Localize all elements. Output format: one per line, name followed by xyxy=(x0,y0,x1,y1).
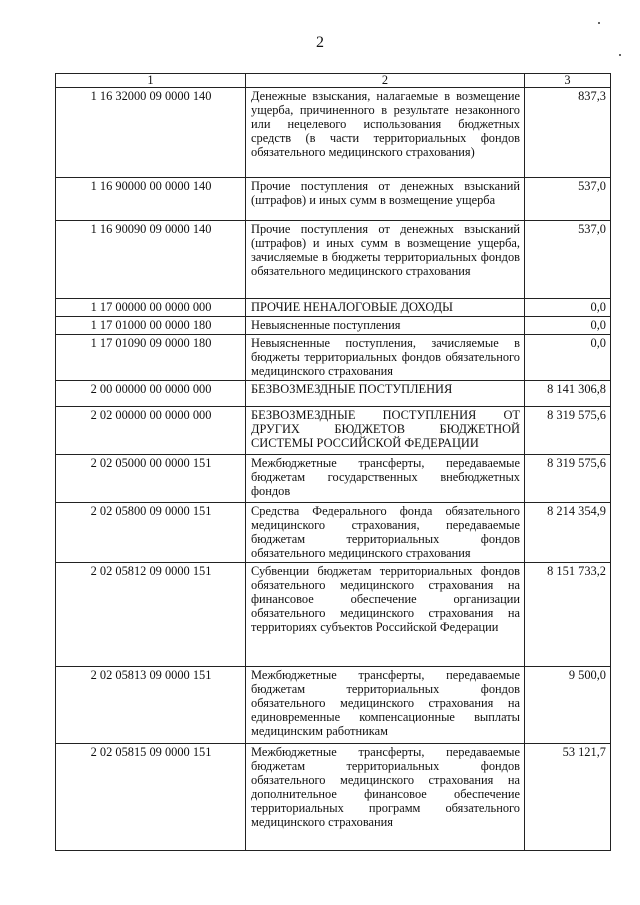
budget-code-cell: 1 17 00000 00 0000 000 xyxy=(56,299,246,317)
table-row xyxy=(56,503,611,563)
description-cell: БЕЗВОЗМЕЗДНЫЕ ПОСТУПЛЕНИЯ ОТ ДРУГИХ БЮДЖЕТОВ БЮДЖЕТНОЙ СИСТЕМЫ РОССИЙСКОЙ ФЕДЕРАЦИИ xyxy=(246,407,525,455)
budget-code-cell: 1 16 32000 09 0000 140 xyxy=(56,88,246,178)
budget-code-cell: 2 02 00000 00 0000 000 xyxy=(56,407,246,455)
table-row xyxy=(56,221,611,299)
table-row xyxy=(56,563,611,667)
budget-code-cell: 1 17 01000 00 0000 180 xyxy=(56,317,246,335)
table-row xyxy=(56,744,611,851)
budget-code-cell: 1 16 90000 00 0000 140 xyxy=(56,178,246,221)
table-row xyxy=(56,335,611,381)
amount-cell: 0,0 xyxy=(525,299,611,317)
table-row xyxy=(56,455,611,503)
amount-cell: 537,0 xyxy=(525,221,611,299)
budget-code-cell: 2 02 05000 00 0000 151 xyxy=(56,455,246,503)
amount-cell: 53 121,7 xyxy=(525,744,611,851)
table-header-row xyxy=(56,74,611,88)
budget-revenue-table xyxy=(55,73,611,851)
table-row xyxy=(56,381,611,407)
description-cell: БЕЗВОЗМЕЗДНЫЕ ПОСТУПЛЕНИЯ xyxy=(246,381,525,407)
page-number: 2 xyxy=(316,34,324,51)
table-row xyxy=(56,667,611,744)
column-header-3: 3 xyxy=(525,74,611,88)
budget-code-cell: 2 02 05813 09 0000 151 xyxy=(56,667,246,744)
amount-cell: 537,0 xyxy=(525,178,611,221)
table-row xyxy=(56,407,611,455)
scan-speck-mark xyxy=(619,54,621,56)
table-row xyxy=(56,178,611,221)
table-row xyxy=(56,299,611,317)
description-cell: Межбюджетные трансферты, передаваемые бюджетам территориальных фондов обязательного медицинского страхования на единовременные компенсационные выплаты медицинским работникам xyxy=(246,667,525,744)
column-header-2: 2 xyxy=(246,74,525,88)
amount-cell: 0,0 xyxy=(525,335,611,381)
budget-code-cell: 2 02 05812 09 0000 151 xyxy=(56,563,246,667)
amount-cell: 8 319 575,6 xyxy=(525,455,611,503)
description-cell: Межбюджетные трансферты, передаваемые бюджетам территориальных фондов обязательного медицинского страхования на дополнительное финансовое обеспечение территориальных программ обязательного медицинского страхования xyxy=(246,744,525,851)
description-cell: Невыясненные поступления xyxy=(246,317,525,335)
amount-cell: 9 500,0 xyxy=(525,667,611,744)
budget-code-cell: 1 16 90090 09 0000 140 xyxy=(56,221,246,299)
description-cell: Прочие поступления от денежных взысканий (штрафов) и иных сумм в возмещение ущерба, зачисляемые в бюджеты территориальных фондов обязательного медицинского страхования xyxy=(246,221,525,299)
description-cell: Невыясненные поступления, зачисляемые в бюджеты территориальных фондов обязательного медицинского страхования xyxy=(246,335,525,381)
table-row xyxy=(56,88,611,178)
amount-cell: 8 151 733,2 xyxy=(525,563,611,667)
budget-code-cell: 2 02 05815 09 0000 151 xyxy=(56,744,246,851)
description-cell: Межбюджетные трансферты, передаваемые бюджетам государственных внебюджетных фондов xyxy=(246,455,525,503)
description-cell: Денежные взыскания, налагаемые в возмещение ущерба, причиненного в результате незаконного или нецелевого использования бюджетных средств (в части территориальных фондов обязательного медицинского страхования) xyxy=(246,88,525,178)
amount-cell: 8 214 354,9 xyxy=(525,503,611,563)
budget-code-cell: 2 00 00000 00 0000 000 xyxy=(56,381,246,407)
amount-cell: 837,3 xyxy=(525,88,611,178)
amount-cell: 0,0 xyxy=(525,317,611,335)
description-cell: Средства Федерального фонда обязательного медицинского страхования, передаваемые бюджетам территориальных фондов обязательного медицинского страхования xyxy=(246,503,525,563)
table-row xyxy=(56,317,611,335)
description-cell: Субвенции бюджетам территориальных фондов обязательного медицинского страхования на финансовое обеспечение организации обязательного медицинского страхования на территориях субъектов Российской Федерации xyxy=(246,563,525,667)
scan-speck-mark xyxy=(598,22,600,24)
amount-cell: 8 141 306,8 xyxy=(525,381,611,407)
description-cell: ПРОЧИЕ НЕНАЛОГОВЫЕ ДОХОДЫ xyxy=(246,299,525,317)
description-cell: Прочие поступления от денежных взысканий (штрафов) и иных сумм в возмещение ущерба xyxy=(246,178,525,221)
amount-cell: 8 319 575,6 xyxy=(525,407,611,455)
budget-code-cell: 1 17 01090 09 0000 180 xyxy=(56,335,246,381)
budget-code-cell: 2 02 05800 09 0000 151 xyxy=(56,503,246,563)
column-header-1: 1 xyxy=(56,74,246,88)
